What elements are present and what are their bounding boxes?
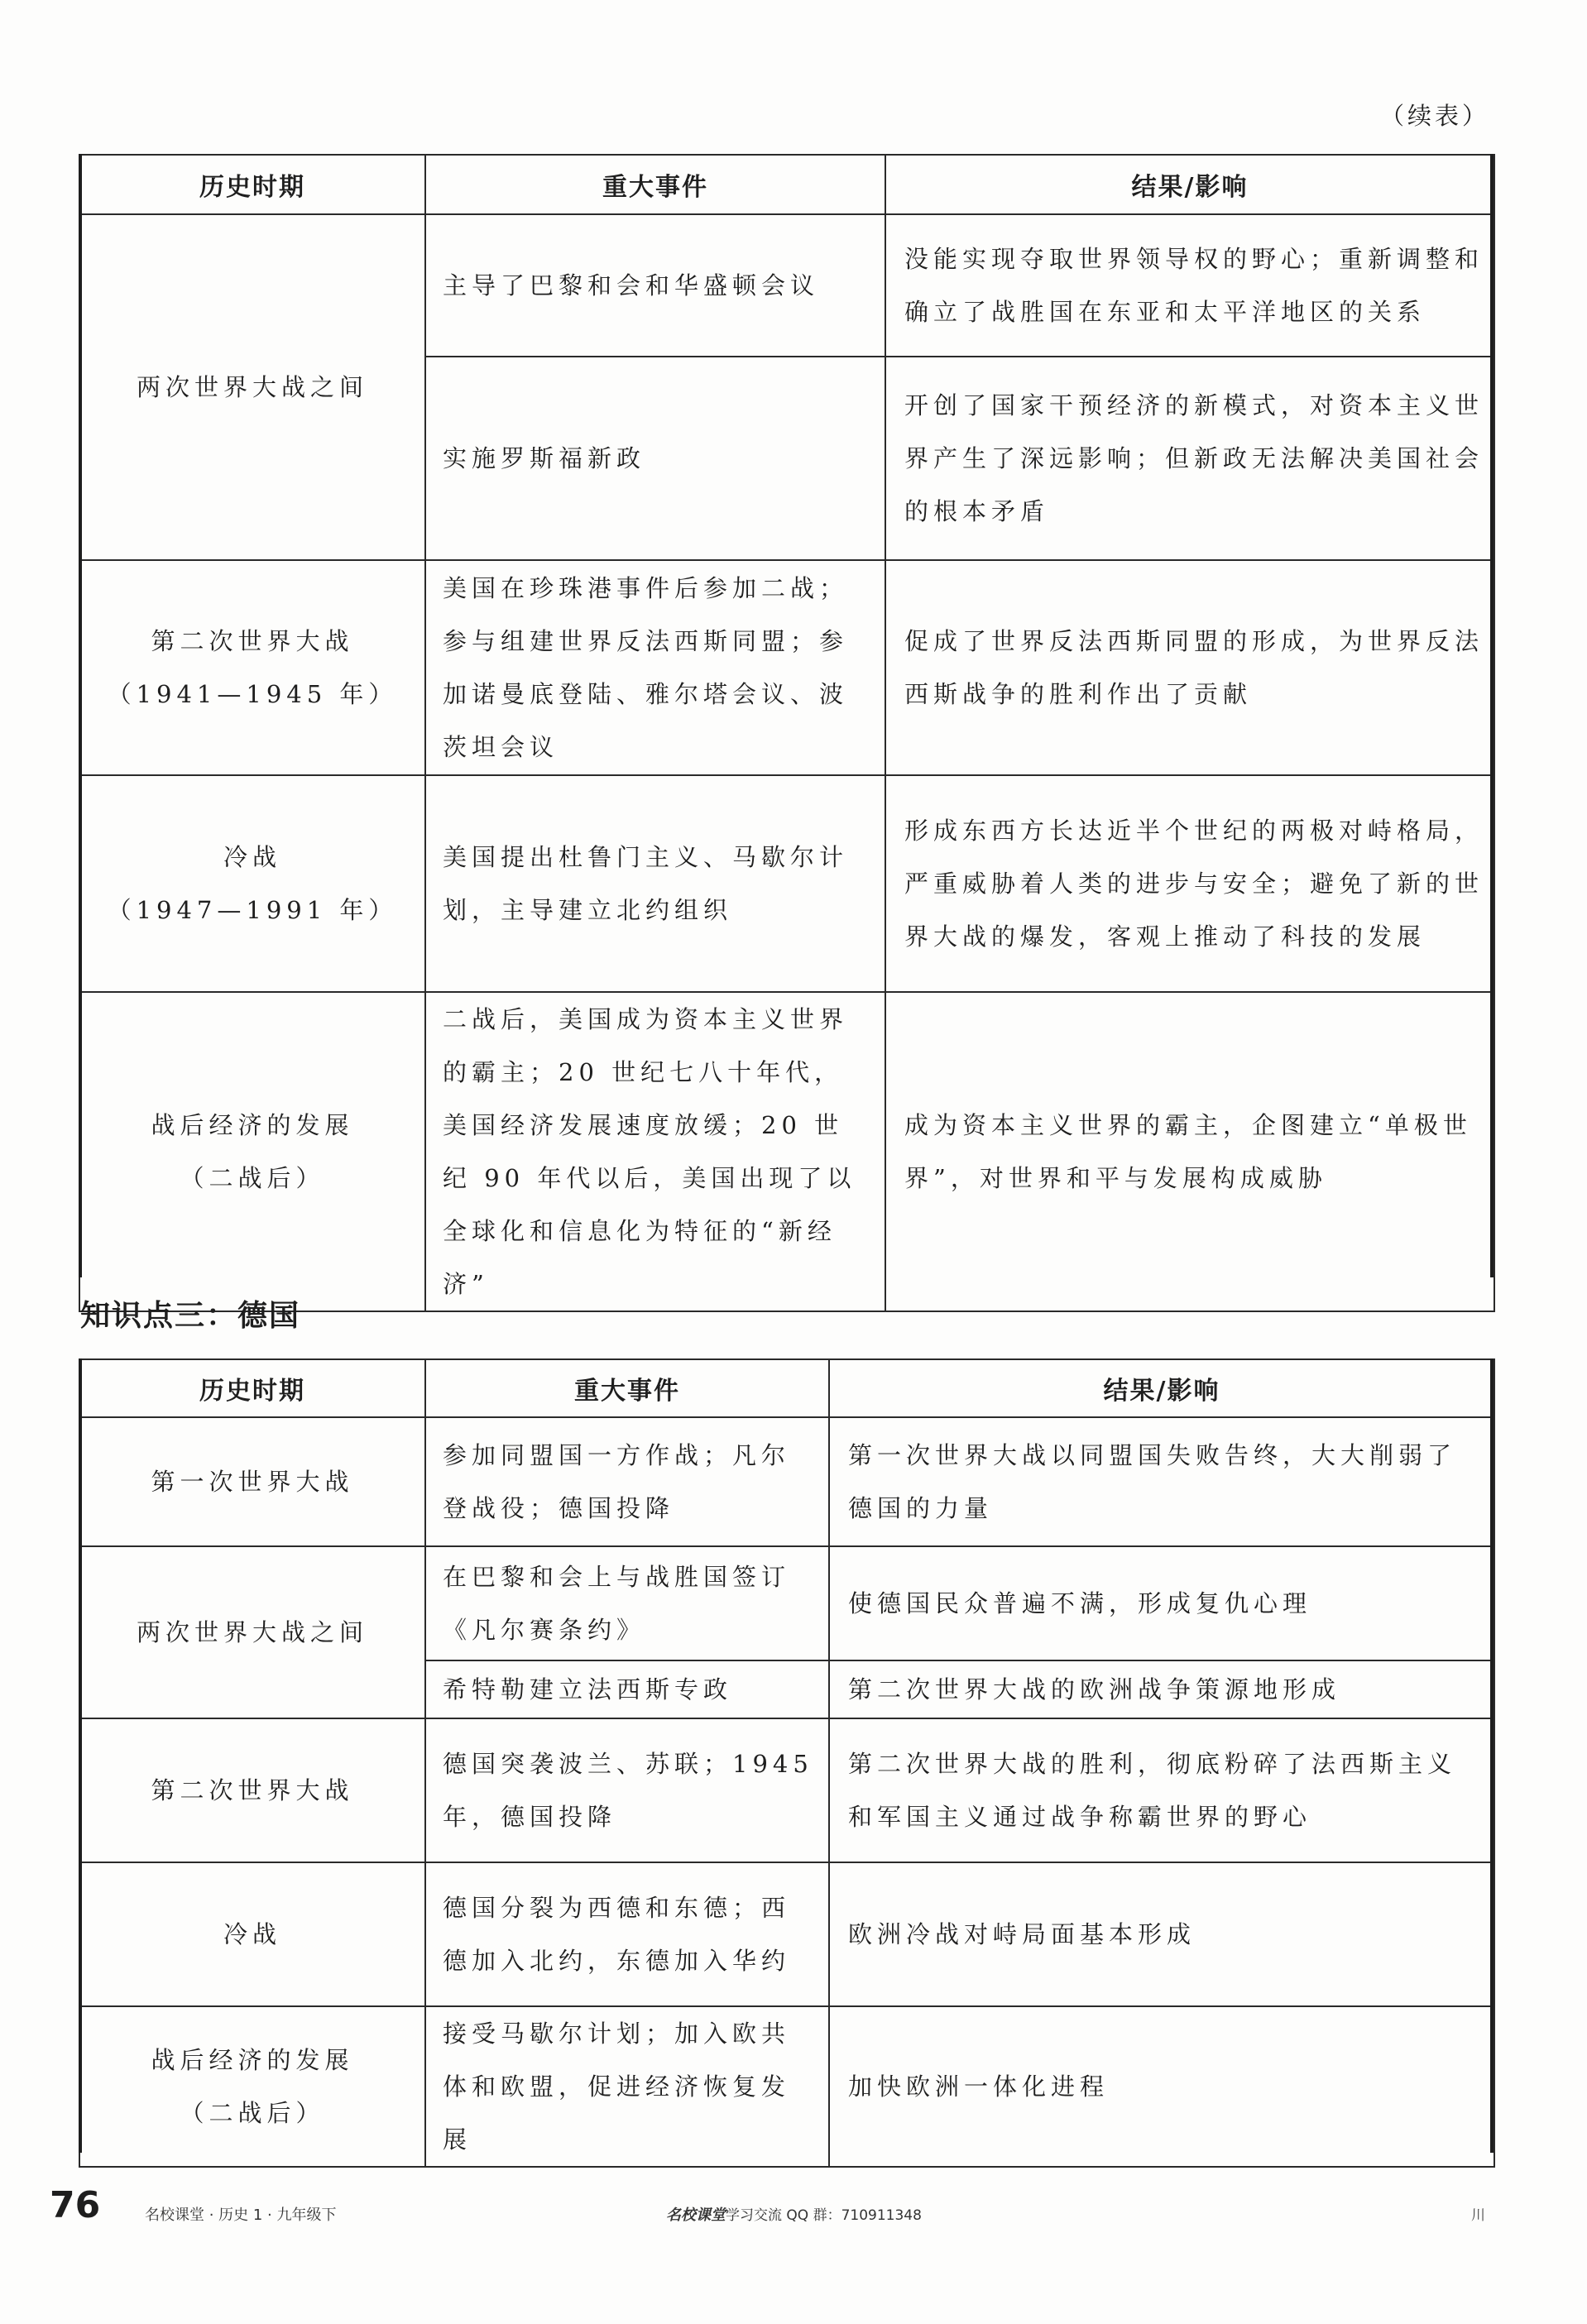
result-cell: 促成了世界反法西斯同盟的形成，为世界反法西斯战争的胜利作出了贡献 [885, 560, 1494, 775]
result-cell: 第二次世界大战的胜利，彻底粉碎了法西斯主义和军国主义通过战争称霸世界的野心 [829, 1718, 1494, 1862]
result-cell: 欧洲冷战对峙局面基本形成 [829, 1862, 1494, 2006]
result-cell: 加快欧洲一体化进程 [829, 2006, 1494, 2167]
result-cell: 成为资本主义世界的霸主，企图建立“单极世界”，对世界和平与发展构成威胁 [885, 992, 1494, 1311]
table-header-row [79, 1359, 1494, 1417]
header-result: 结果/影响 [885, 155, 1494, 214]
events-cell: 希特勒建立法西斯专政 [425, 1660, 829, 1718]
table-row [79, 1862, 1494, 2006]
period-cell [79, 2006, 425, 2167]
events-cell: 实施罗斯福新政 [425, 357, 885, 560]
result-cell: 第一次世界大战以同盟国失败告终，大大削弱了德国的力量 [829, 1417, 1494, 1546]
table-row [79, 560, 1494, 775]
table-row [79, 775, 1494, 992]
usa-history-table [79, 154, 1495, 1312]
period-label: 两次世界大战之间 [136, 373, 368, 401]
period-label: 战后经济的发展 [151, 2046, 354, 2074]
period-cell [79, 1417, 425, 1546]
result-cell: 形成东西方长达近半个世纪的两极对峙格局，严重威胁着人类的进步与安全；避免了新的世界大战的爆发，客观上推动了科技的发展 [885, 775, 1494, 992]
table-row [79, 2006, 1494, 2167]
events-cell: 二战后，美国成为资本主义世界的霸主；20 世纪七八十年代，美国经济发展速度放缓；20 世纪 90 年代以后，美国出现了以全球化和信息化为特征的“新经济” [425, 992, 885, 1311]
period-label: 第二次世界大战 [151, 627, 354, 655]
header-result: 结果/影响 [829, 1359, 1494, 1417]
period-label: 第二次世界大战 [151, 1776, 354, 1804]
period-label: 战后经济的发展 [151, 1111, 354, 1139]
table-row [79, 1718, 1494, 1862]
period-label: 冷战 [223, 843, 281, 871]
period-cell [79, 1718, 425, 1862]
period-cell [79, 1862, 425, 2006]
events-cell: 美国在珍珠港事件后参加二战；参与组建世界反法西斯同盟；参加诺曼底登陆、雅尔塔会议、波茨坦会议 [425, 560, 885, 775]
events-cell: 美国提出杜鲁门主义、马歇尔计划，主导建立北约组织 [425, 775, 885, 992]
result-cell: 使德国民众普遍不满，形成复仇心理 [829, 1546, 1494, 1660]
section-title: 知识点三：德国 [80, 1299, 301, 1333]
events-cell: 德国分裂为西德和东德；西德加入北约，东德加入华约 [425, 1862, 829, 2006]
header-period: 历史时期 [79, 1359, 425, 1417]
events-cell: 接受马歇尔计划；加入欧共体和欧盟，促进经济恢复发展 [425, 2006, 829, 2167]
footer-center [666, 2203, 922, 2225]
period-cell [79, 992, 425, 1311]
period-years: （二战后） [180, 2099, 325, 2127]
result-cell: 开创了国家干预经济的新模式，对资本主义世界产生了深远影响；但新政无法解决美国社会的根本矛盾 [885, 357, 1494, 560]
table-row [79, 992, 1494, 1311]
events-cell: 德国突袭波兰、苏联；1945 年，德国投降 [425, 1718, 829, 1862]
table-row [79, 1546, 1494, 1660]
table-row [79, 214, 1494, 357]
period-label: 冷战 [223, 1920, 281, 1948]
period-label: 第一次世界大战 [151, 1468, 354, 1496]
brand-logo: 名校课堂 [666, 2207, 726, 2224]
events-cell: 主导了巴黎和会和华盛顿会议 [425, 214, 885, 357]
header-events: 重大事件 [425, 155, 885, 214]
period-cell [79, 214, 425, 560]
period-cell [79, 560, 425, 775]
page-number: 76 [50, 2184, 101, 2226]
qq-group-text: 学习交流 QQ 群：710911348 [726, 2207, 922, 2224]
table-row [79, 1417, 1494, 1546]
region-mark: 川 [1471, 2207, 1485, 2224]
table-header-row [79, 155, 1494, 214]
period-years: （二战后） [180, 1164, 325, 1192]
result-cell: 第二次世界大战的欧洲战争策源地形成 [829, 1660, 1494, 1718]
header-events: 重大事件 [425, 1359, 829, 1417]
period-cell [79, 775, 425, 992]
period-years: （1941—1945 年） [107, 680, 398, 708]
header-period: 历史时期 [79, 155, 425, 214]
period-label: 两次世界大战之间 [136, 1618, 368, 1646]
result-cell: 没能实现夺取世界领导权的野心；重新调整和确立了战胜国在东亚和太平洋地区的关系 [885, 214, 1494, 357]
period-cell [79, 1546, 425, 1718]
continuation-note: （续表） [1379, 102, 1489, 130]
events-cell: 参加同盟国一方作战；凡尔登战役；德国投降 [425, 1417, 829, 1546]
germany-history-table [79, 1358, 1495, 2168]
book-info: 名校课堂 · 历史 1 · 九年级下 [145, 2207, 337, 2224]
events-cell: 在巴黎和会上与战胜国签订《凡尔赛条约》 [425, 1546, 829, 1660]
period-years: （1947—1991 年） [107, 896, 398, 924]
